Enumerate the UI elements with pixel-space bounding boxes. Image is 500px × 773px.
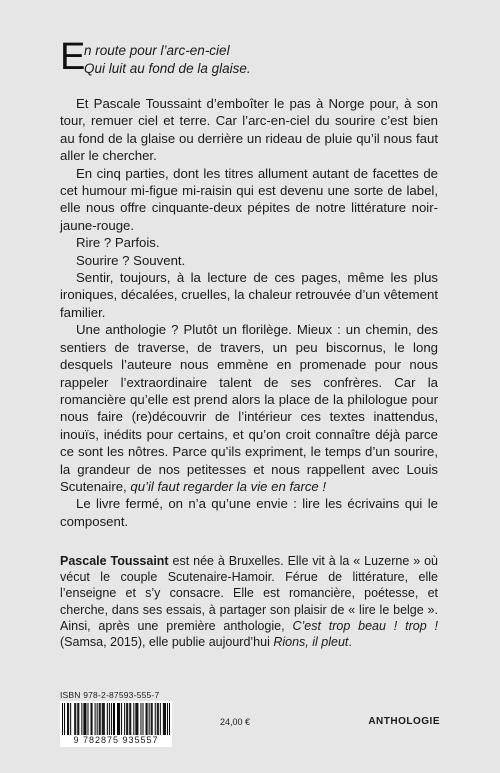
barcode-bar	[87, 703, 88, 735]
barcode-bar	[109, 703, 110, 735]
barcode-bar	[137, 703, 138, 735]
bio-text-3: .	[348, 635, 352, 650]
barcode-bar	[75, 703, 76, 735]
barcode-bar	[84, 703, 85, 735]
blurb-paragraph-2: En cinq parties, dont les titres allument autant de facettes de cet humour mi-figue mi-raisin qui est devenu une sorte de label, elle nous offre cinquante-deux pépites de notre littérature noir-jaune-rouge.	[60, 165, 438, 233]
barcode-bar	[147, 703, 148, 735]
barcode-bar	[64, 703, 65, 735]
blurb-paragraph-1: Et Pascale Toussaint d’emboîter le pas à Norge pour, à son tour, remuer ciel et terre. Car l’arc-en-ciel du sourire c’est bien au fond de la glaise ou derrière un rideau de pluie qu’il nous faut aller le chercher.	[60, 96, 438, 164]
barcode-bar	[133, 703, 134, 735]
barcode-bar	[165, 703, 166, 735]
barcode-bar	[149, 703, 150, 735]
barcode-bar	[126, 703, 127, 735]
barcode-bar	[78, 703, 79, 735]
blurb-paragraph-5: Sentir, toujours, à la lecture de ces pages, même les plus ironiques, décalées, cruelles, la chaleur retrouvée d’un vêtement familier.	[60, 270, 438, 320]
barcode-bar	[92, 703, 93, 735]
barcode-bar	[127, 703, 128, 735]
barcode-bar	[160, 703, 161, 735]
barcode-bar	[164, 703, 165, 735]
barcode-bars	[62, 703, 170, 735]
barcode-bar	[114, 703, 115, 735]
barcode-bar	[155, 703, 156, 735]
barcode-number: 9 782875 935557	[73, 735, 159, 745]
barcode-bar	[103, 703, 104, 735]
author-name: Pascale Toussaint	[60, 554, 169, 568]
blurb	[60, 95, 438, 530]
drop-cap: E	[60, 36, 86, 78]
bio-text-2: (Samsa, 2015), elle publie aujourd’hui	[60, 635, 274, 650]
barcode-bar	[95, 703, 96, 735]
barcode-bar	[163, 703, 164, 735]
blurb-paragraph-6	[60, 321, 438, 495]
barcode-bar	[67, 703, 68, 735]
barcode-bar	[85, 703, 86, 735]
barcode	[60, 701, 172, 747]
barcode-bar	[100, 703, 101, 735]
barcode-bar	[99, 703, 100, 735]
author-bio-text	[60, 553, 438, 650]
author-bio	[60, 553, 438, 650]
blurb-paragraph-7: Le livre fermé, on n’a qu’une envie : lire les écrivains qui le composent.	[60, 496, 438, 529]
barcode-bar	[113, 703, 114, 735]
barcode-bar	[151, 703, 152, 735]
barcode-bar	[107, 703, 108, 735]
barcode-bar	[62, 703, 63, 735]
epigraph-line-1: n route pour l’arc-en-ciel	[84, 43, 230, 58]
barcode-bar	[135, 703, 136, 735]
blurb-paragraph-3: Rire ? Parfois.	[76, 235, 160, 251]
price: 24,00 €	[220, 717, 251, 727]
barcode-bar	[68, 703, 69, 735]
barcode-bar	[142, 703, 143, 735]
bio-text-1: est née à Bruxelles. Elle vit à la « Luzerne » où vécut le couple Scutenaire-Hamoir. Férue de littérature, elle l’enseigne et s’y consacre. Elle est romancière, poétesse, et cherche, dans ses essais, à partager son plaisir de « lire le belge ». Ainsi, après une première anthologie,	[60, 554, 439, 633]
barcode-bar	[167, 703, 168, 735]
barcode-bar	[169, 703, 170, 735]
barcode-bar	[117, 703, 118, 735]
isbn: ISBN 978-2-87593-555-7	[60, 690, 160, 700]
barcode-bar	[81, 703, 82, 735]
barcode-bar	[136, 703, 137, 735]
barcode-bar	[124, 703, 125, 735]
barcode-bar	[129, 703, 130, 735]
collection-label: ANTHOLOGIE	[368, 716, 440, 727]
barcode-bar	[91, 703, 92, 735]
previous-book-title: C’est trop beau ! trop !	[292, 618, 438, 633]
barcode-bar	[104, 703, 105, 735]
scutenaire-quote: qu’il faut regarder la vie en farce !	[130, 478, 327, 494]
book-title: Rions, il pleut	[273, 635, 349, 650]
barcode-bar	[146, 703, 147, 735]
barcode-bar	[152, 703, 153, 735]
barcode-bar	[157, 703, 158, 735]
barcode-bar	[97, 703, 98, 735]
barcode-bar	[118, 703, 119, 735]
barcode-bar	[140, 703, 141, 735]
epigraph-line-2: Qui luit au fond de la glaise.	[84, 61, 251, 76]
barcode-bar	[102, 703, 103, 735]
barcode-bar	[77, 703, 78, 735]
barcode-bar	[158, 703, 159, 735]
barcode-bar	[83, 703, 84, 735]
epigraph	[60, 36, 440, 78]
barcode-bar	[130, 703, 131, 735]
barcode-bar	[121, 703, 122, 735]
blurb-paragraph-4: Sourire ? Souvent.	[76, 252, 186, 268]
barcode-bar	[70, 703, 71, 735]
barcode-bar	[119, 703, 120, 735]
barcode-bar	[111, 703, 112, 735]
barcode-bar	[74, 703, 75, 735]
blurb-paragraph-6-text: Une anthologie ? Plutôt un florilège. Mieux : un chemin, des sentiers de traverse, de travers, un peu biscornus, le long desquels l’auteure nous emmène en promenade pour nous rappeler l’extraordinaire talent de ses confrères. Car la romancière qu’elle est prend alors la place de la philologue pour nous faire (re)découvrir de l’intérieur ces textes inattendus, inouïs, inédits pour certains, et qu’on croit connaître déjà parce ce sont les nôtres. Parce qu’ils expriment, le temps d’un sourire, la grandeur de nos petitesses et nous rappellent avec Louis Scutenaire,	[60, 322, 438, 494]
